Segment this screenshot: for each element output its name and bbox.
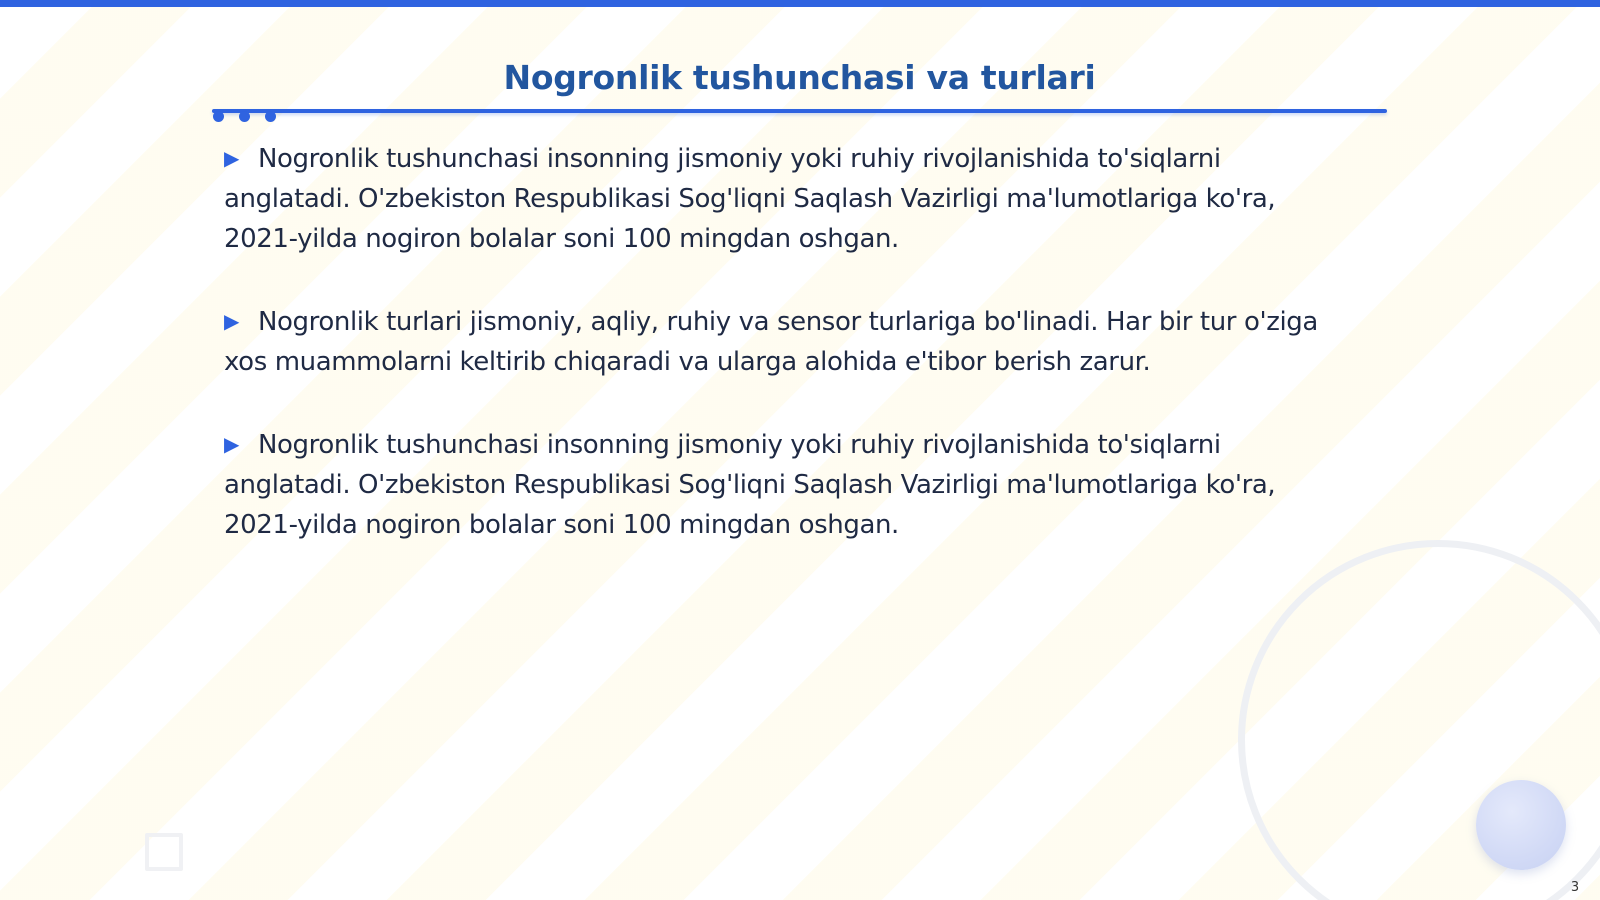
bullet-paragraph-2 xyxy=(224,301,1354,382)
bullet-arrow-icon: ▶ xyxy=(224,309,239,333)
decorative-circle-filled xyxy=(1476,780,1566,870)
decorative-dot xyxy=(239,111,250,122)
paragraph-text: Nogronlik tushunchasi insonning jismoniy yoki ruhiy rivojlanishida to'siqlarni anglatadi. O'zbekiston Respublikasi Sog'liqni Saqlash Vazirligi ma'lumotlariga ko'ra, 2021-yilda nogiron bolalar soni 100 mingdan oshgan. xyxy=(224,430,1276,540)
decorative-dot xyxy=(213,111,224,122)
page-number: 3 xyxy=(1570,880,1580,895)
bullet-arrow-icon: ▶ xyxy=(224,432,239,456)
bullet-paragraph-3 xyxy=(224,424,1354,545)
decorative-dot xyxy=(265,111,276,122)
paragraph-text: Nogronlik turlari jismoniy, aqliy, ruhiy va sensor turlariga bo'linadi. Har bir tur o'ziga xos muammolarni keltirib chiqaradi va ularga alohida e'tibor berish zarur. xyxy=(224,307,1318,377)
title-underline xyxy=(212,109,1387,113)
decorative-square xyxy=(145,833,183,871)
slide-title: Nogronlik tushunchasi va turlari xyxy=(503,58,1096,97)
bullet-arrow-icon: ▶ xyxy=(224,146,239,170)
paragraph-text: Nogronlik tushunchasi insonning jismoniy yoki ruhiy rivojlanishida to'siqlarni anglatadi. O'zbekiston Respublikasi Sog'liqni Saqlash Vazirligi ma'lumotlariga ko'ra, 2021-yilda nogiron bolalar soni 100 mingdan oshgan. xyxy=(224,144,1276,254)
bullet-list xyxy=(224,138,1354,587)
bullet-paragraph-1 xyxy=(224,138,1354,259)
top-accent-bar xyxy=(0,0,1600,7)
